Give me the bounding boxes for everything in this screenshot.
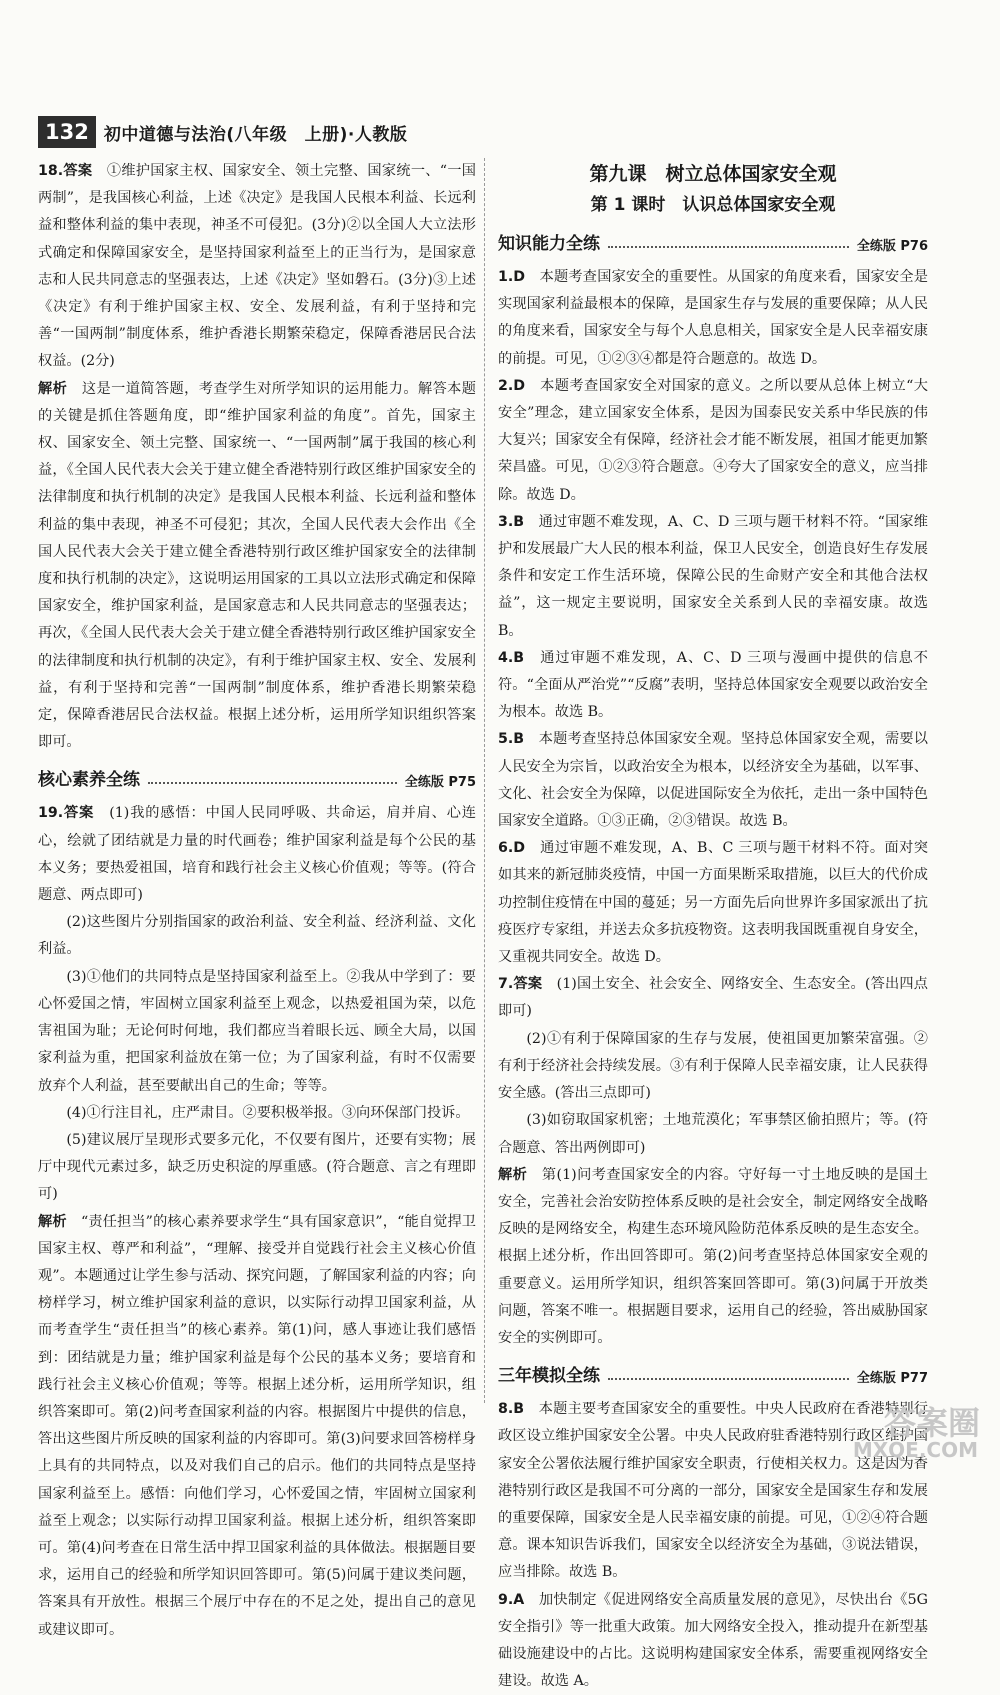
section-core-literacy: 核心素养全练 全练版 P75 [38,770,476,791]
page-header [38,112,407,152]
section-three-year: 三年模拟全练 全练版 P77 [498,1366,928,1387]
q18-label: 18.答案 [38,163,93,179]
q19-answer-3: (3)①他们的共同特点是坚持国家利益至上。②我从中学到了：要心怀爱国之情，牢固树立国家利益至上观念，以热爱祖国为荣，以危害祖国为耻；无论何时何地，我们都应当着眼长远、顾全大局，以国家利益为重，把国家利益放在第一位；为了国家利益，有时不仅需要放弃个人利益，甚至要献出自己的生命；等等。 [38,968,476,1094]
q7-answer-2: (2)①有利于保障国家的生存与发展，使祖国更加繁荣富强。②有利于经济社会持续发展。③有利于保障人民幸福安康，让人民获得安全感。(答出三点即可) [498,1030,928,1102]
q19-analysis: 解析 “责任担当”的核心素养要求学生“具有国家意识”，“能自觉捍卫国家主权、尊严和利益”，“理解、接受并自觉践行社会主义核心价值观”。本题通过让学生参与活动、探究问题，了解国家利益的内容；向榜样学习，树立维护国家利益的意识，以实际行动捍卫国家利益，从而考查学生“责任担当”的核心素养。第(1)问，感人事迹让我们感悟到：团结就是力量；维护国家利益是每个公民的基本义务；要培育和践行社会主义核心价值观；等等。根据上述分析，运用所学知识，组织答案即可。第(2)问考查国家利益的内容。根据图片中提供的信息，答出这些图片所反映的国家利益的内容即可。第(3)问要求回答榜样身上具有的共同特点，以及对我们自己的启示。他们的共同特点是坚持国家利益至上。感悟：向他们学习，心怀爱国之情，牢固树立国家利益至上观念；以实际行动捍卫国家利益。根据上述分析，组织答案即可。第(4)问考查在日常生活中捍卫国家利益的具体做法。根据题目要求，运用自己的经验和所学知识回答即可。第(5)问属于建议类问题，答案具有开放性。根据三个展厅中存在的不足之处，提出自己的意见或建议即可。 [38,1213,476,1638]
q3-item: 3.B 通过审题不难发现，A、C、D 三项与题干材料不符。“国家维护和发展最广大人民的根本利益，保卫人民安全，创造良好生存发展条件和安定工作生活环境，保障公民的生命财产安全和其他合法权益”，这一规定主要说明，国家安全关系到人民的幸福安康。故选 B。 [498,513,928,639]
q19-label: 19.答案 [38,805,95,822]
q6-item: 6.D 通过审题不难发现，A、B、C 三项与题干材料不符。面对突如其来的新冠肺炎疫情，中国一方面果断采取措施，以巨大的代价成功控制住疫情在中国的蔓延；另一方面先后向世界许多国家派出了抗疫医疗专家组，并送去众多抗疫物资。这表明我国既重视自身安全，又重视共同安全。故选 D。 [498,840,928,966]
q19-answer-4: (4)①行注目礼，庄严肃目。②要积极举报。③向环保部门投诉。 [66,1104,470,1121]
q18-analysis-label: 解析 [38,380,68,397]
right-column [498,158,928,1695]
q4-item: 4.B 通过审题不难发现，A、C、D 三项与漫画中提供的信息不符。“全面从严治党”“反腐”表明，坚持总体国家安全观要以政治安全为根本。故选 B。 [498,649,928,721]
q7-analysis: 解析 第(1)问考查国家安全的内容。守好每一寸土地反映的是国土安全，完善社会治安防控体系反映的是社会安全，制定网络安全战略反映的是网络安全，构建生态环境风险防范体系反映的是生态安全。根据上述分析，作出回答即可。第(2)问考查坚持总体国家安全观的重要意义。运用所学知识，组织答案回答即可。第(3)问属于开放类问题，答案不唯一。根据题目要求，运用自己的经验，答出威胁国家安全的实例即可。 [498,1166,928,1346]
q19-answer-2: (2)这些图片分别指国家的政治利益、安全利益、经济利益、文化利益。 [38,914,476,958]
lesson-subtitle: 第 1 课时 认识总体国家安全观 [590,195,836,215]
section-leader-dots [608,246,849,248]
q19-answer-1: 19.答案 (1)我的感悟：中国人民同呼吸、共命运，肩并肩、心连心，绘就了团结就是力量的时代画卷；维护国家利益是每个公民的基本义务；要热爱祖国，培育和践行社会主义核心价值观；等等。(符合题意、两点即可) [38,805,476,904]
q7-answer-1: 7.答案 (1)国土安全、社会安全、网络安全、生态安全。(答出四点即可) [498,976,928,1020]
watermark-logo: 答案圈 [883,1404,980,1442]
q18-answer: 18.答案 ①维护国家主权、国家安全、领土完整、国家统一、“一国两制”，是我国核心利益，上述《决定》是我国人民根本利益、长远利益和整体利益的集中表现，神圣不可侵犯。(3分)②以全国人大立法形式确定和保障国家安全，是坚持国家利益至上的正当行为，是国家意志和人民共同意志的坚强表达，上述《决定》坚如磐石。(3分)③上述《决定》有利于维护国家主权、安全、发展利益，有利于坚持和完善“一国两制”制度体系，维护香港长期繁荣稳定，保障香港居民合法权益。(2分) [38,163,476,370]
watermark-url: MXQE.COM [852,1438,978,1462]
q8-item: 8.B 本题主要考查国家安全的重要性。中央人民政府在香港特别行政区设立维护国家安全公署。中央人民政府驻香港特别行政区维护国家安全公署依法履行维护国家安全职责，行使相关权力。这是因为香港特别行政区是我国不可分离的一部分，国家安全是国家生存和发展的重要保障，国家安全是人民幸福安康的前提。可见，①②④符合题意。课本知识告诉我们，国家安全以经济安全为基础，③说法错误，应当排除。故选 B。 [498,1401,928,1581]
q9-item: 9.A 加快制定《促进网络安全高质量发展的意见》，尽快出台《5G安全指引》等一批重大政策。加大网络安全投入，推动提升在新型基础设施建设中的占比。这说明构建国家安全体系，需要重视网络安全建设。故选 A。 [498,1591,928,1690]
q5-item: 5.B 本题考查坚持总体国家安全观。坚持总体国家安全观，需要以人民安全为宗旨，以政治安全为根本，以经济安全为基础，以军事、文化、社会安全为保障，以促进国际安全为依托，走出一条中国特色国家安全道路。①③正确，②③错误。故选 B。 [498,731,928,830]
q18-analysis: 解析 这是一道简答题，考查学生对所学知识的运用能力。解答本题的关键是抓住答题角度，即“维护国家利益的角度”。首先，国家主权、国家安全、领土完整、国家统一、“一国两制”属于我国的核心利益，《全国人民代表大会关于建立健全香港特别行政区维护国家安全的法律制度和执行机制的决定》是我国人民根本利益、长远利益和整体利益的集中表现，神圣不可侵犯；其次，全国人民代表大会作出《全国人民代表大会关于建立健全香港特别行政区维护国家安全的法律制度和执行机制的决定》，这说明运用国家的工具以立法形式确定和保障国家安全，维护国家利益，是国家意志和人民共同意志的坚强表达；再次，《全国人民代表大会关于建立健全香港特别行政区维护国家安全的法律制度和执行机制的决定》，有利于维护国家主权、安全、发展利益，有利于坚持和完善“一国两制”制度体系，维护香港长期繁荣稳定，保障香港居民合法权益。根据上述分析，运用所学知识组织答案即可。 [38,380,476,751]
lesson-title: 第九课 树立总体国家安全观 [589,163,837,185]
q19-analysis-label: 解析 [38,1213,67,1230]
section-knowledge: 知识能力全练 全练版 P76 [498,234,928,254]
q2-item: 2.D 本题考查国家安全对国家的意义。之所以要从总体上树立“大安全”理念，建立国家安全体系，是因为国泰民安关系中华民族的伟大复兴；国家安全有保障，经济社会才能不断发展，祖国才能更加繁荣昌盛。可见，①②③符合题意。④夸大了国家安全的意义，应当排除。故选 D。 [498,377,928,503]
section-leader-dots [608,1378,849,1380]
column-divider [484,158,485,1403]
section-leader-dots [148,782,397,784]
q1-item: 1.D 本题考查国家安全的重要性。从国家的角度来看，国家安全是实现国家利益最根本的保障，是国家生存与发展的重要保障；从人民的角度来看，国家安全与每个人息息相关，国家安全是人民幸福安康的前提。可见，①②③④都是符合题意的。故选 D。 [498,269,928,367]
q19-answer-5: (5)建议展厅呈现形式要多元化，不仅要有图片，还要有实物；展厅中现代元素过多，缺乏历史积淀的厚重感。(符合题意、言之有理即可) [38,1131,476,1203]
book-title: 初中道德与法治(八年级 上册)·人教版 [103,124,408,145]
left-column [38,158,476,1644]
page-number: 132 [38,116,96,148]
q7-answer-3: (3)如窃取国家机密；土地荒漠化；军事禁区偷拍照片；等。(符合题意、答出两例即可) [498,1112,928,1156]
